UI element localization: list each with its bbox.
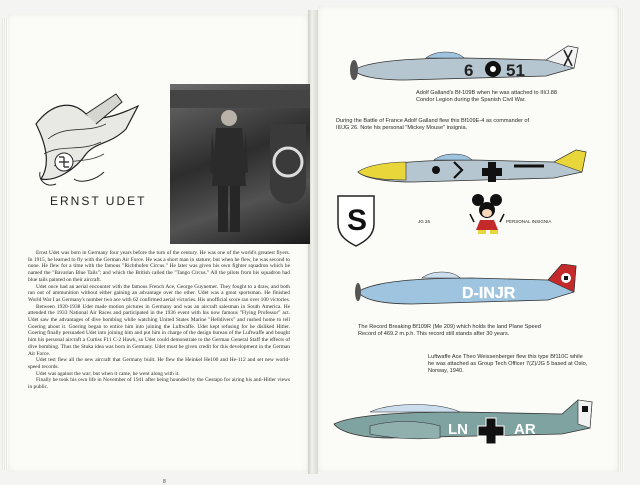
bio-paragraph: Ernst Udet was born in Germany four years before the turn of the century. He was one of the world's greatest flyers. In 1915, he learned to fly with the German Air Force. He was a short man in stature; but when he flew, he was second to none. He flew for a time with the famous "Richthofen Circus." He later was given his own fighter squadron which he named the "Bavarian Blue Tails"; and which the British called the "Tango Circus." All the pilots from his squadron had blue tails painted on their aircraft. <box>28 250 290 283</box>
caption-bf109b: Adolf Galland's Bf-109B when he was attached to III/J.88 Condor Legion during the Spanish Civil War. <box>416 90 557 103</box>
bf110c-illustration <box>330 394 600 454</box>
unit-code-marking: LN <box>448 421 468 438</box>
biography-text <box>28 250 290 391</box>
bio-paragraph: Udet was against the war; but when it came, he went along with it. <box>36 370 180 377</box>
crest-sketch-illustration <box>26 84 146 194</box>
registration-marking: D-INJR <box>462 285 516 302</box>
bf109e4-illustration <box>354 144 594 194</box>
right-page-edge <box>618 8 624 472</box>
badge-label: JG 26 <box>418 219 431 224</box>
mickey-mouse-insignia-icon <box>468 192 508 236</box>
page-heading: ERNST UDET <box>50 194 147 208</box>
page-number: 8 <box>163 479 166 485</box>
unit-code-marking: AR <box>514 421 536 438</box>
jg26-shield-badge <box>334 192 378 248</box>
bf109b-illustration <box>346 36 586 96</box>
left-page <box>8 14 308 485</box>
bio-paragraph: Udet once had an aerial encounter with the famous French Ace, George Guynemer. They fought to a draw, and both ran out of ammunition without either gaining an advantage over the other. Udet was a great sportsman. He finished World War I as Germany's number two ace with 62 confirmed aerial victories. His unofficial score ran over 100 victories. <box>28 283 291 303</box>
bf109r-record-illustration <box>352 264 592 314</box>
marking-number: 6 <box>464 61 474 80</box>
udet-portrait-photo <box>170 84 310 244</box>
insignia-label: PERSONAL INSIGNIA <box>506 219 552 224</box>
caption-bf109r: The Record Breaking Bf109R (Me 209) which holds the land Plane Speed Record of 469.2 m.p.h. This record still stands after 30 years. <box>358 324 541 337</box>
caption-bf110c: Luftwaffe Ace Theo Weissenberger flew this type Bf110C while he was attached as Group Tech Officer 7(Z)/JG 5 based at Oslo, Norway, 1940. <box>428 354 588 374</box>
badge-letter: S <box>347 204 368 237</box>
bio-paragraph: Between 1920-1938 Udet made motion pictures in Germany and was an aircraft salesman in South America. He attended the 1933 National Air Races and participated in the 1936 event with his now famous "Flying Professor" act. Udet saw the advantages of dive bombing while watching United States Marine "Helldivers" and rushed home to tell Goering about it. Goering began to entice him into joining the Luftwaffe. Udet kept refusing for he disliked Hitler. Goering finally persuaded Udet into joining him and put him in charge of the design bureau of the Luftwaffe and bought him his personal aircraft a Curtiss F11 C-2 Hawk, so Udet could demonstrate to the German General Staff the effects of dive bombing. Thus the Stuka idea was born in Germany. Udet must be given credit for this development in the German Air Force. <box>28 303 290 357</box>
caption-bf109e4: During the Battle of France Adolf Galland flew this Bf109E-4 as commander of III/JG 26. Note his personal "Mickey Mouse" insignia. <box>336 118 530 131</box>
right-page <box>318 6 618 472</box>
bio-paragraph: Finally he took his own life in November of 1941 after being hounded by the Gestapo for airing his anti-Hitler views in public. <box>28 377 290 391</box>
marking-number: 51 <box>506 61 525 80</box>
bio-paragraph: Udet test flew all the new aircraft that Germany built. He flew the Heinkel He100 and He-112 and set new world-speed records. <box>28 357 290 370</box>
